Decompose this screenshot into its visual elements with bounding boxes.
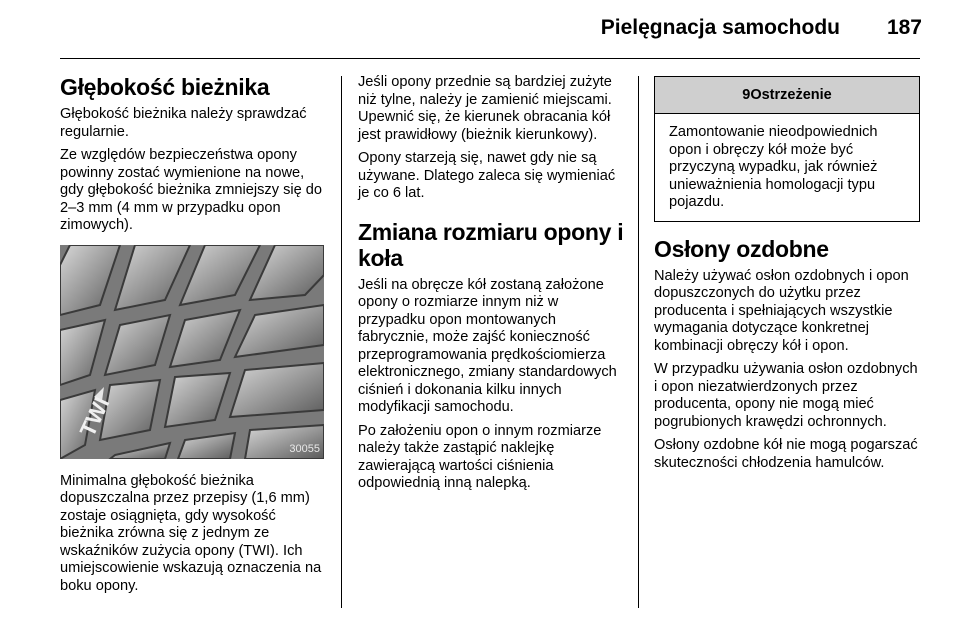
column-divider-left [341,76,342,608]
paragraph: Po założeniu opon o innym rozmiarze należy także zastąpić naklejkę zawierającą wartości ciśnienia odpowiednią inną nalepką. [358,422,602,491]
warning-text: Zamontowanie nieodpowiednich opon i obręczy kół może być przyczyną wypadku, jak również unieważnienia homologacji typu pojazdu. [669,124,878,210]
paragraph: W przypadku używania osłon ozdobnych i opon niezatwierdzonych przez producenta, opony nie mogą mieć pogrubionych krawędzi ochronnych. [654,361,918,430]
warning-body [655,114,919,221]
paragraph: Ze względów bezpieczeństwa opony powinny zostać wymienione na nowe, gdy głębokość bieżnika zmniejszy się do 2–3 mm (4 mm w przypadku opon zimowych). [60,147,323,233]
page-number: 187 [886,16,922,39]
column-right [654,74,920,478]
header-rule [60,58,920,59]
paragraph: Osłony ozdobne kół nie mogą pogarszać skuteczności chłodzenia hamulców. [654,437,918,471]
figure-caption: Minimalna głębokość bieżnika dopuszczalna przez przepisy (1,6 mm) zostaje osiągnięta, gdy wysokość bieżnika zrówna się z jednym ze wskaźników zużycia opony (TWI). Ich umiejscowienie wskazują oznaczenia na boku opony. [60,472,322,594]
column-divider-right [638,76,639,608]
paragraph: Głębokość bieżnika należy sprawdzać regularnie. [60,106,307,140]
tyre-size-change-heading: Zmiana rozmiaru opony i koła [358,218,624,271]
figure-number: 30055 [289,442,320,455]
paragraph: Jeśli opony przednie są bardziej zużyte niż tylne, należy je zamienić miejscami. Upewnić się, że kierunek obracania kół jest prawidłowy (bieżnik kierunkowy). [358,74,612,143]
warning-title: Ostrzeżenie [750,87,832,103]
paragraph: Opony starzeją się, nawet gdy nie są używane. Dlatego zaleca się wymieniać je co 6 lat. [358,150,616,201]
hubcaps-heading: Osłony ozdobne [654,235,829,262]
tread-depth-heading: Głębokość bieżnika [60,74,270,100]
column-left [60,74,324,601]
twi-label: TWI [74,392,115,440]
paragraph: Jeśli na obręcze kół zostaną założone opony o rozmiarze innym niż w przypadku opon montowanych fabrycznie, może zajść konieczność przeprogramowania prędkościomierza elektronicznego, zmiany standardowych ciśnień i dokonania kilku innych modyfikacji samochodu. [358,276,617,415]
tyre-tread-illustration [60,245,324,459]
warning-icon: 9 [742,87,751,103]
paragraph: Należy używać osłon ozdobnych i opon dopuszczonych do użytku przez producenta i spełniających wszystkie wymagania dotyczące konkretnej kombinacji obręczy kół i opon. [654,267,909,354]
column-middle [358,74,624,499]
page-header-title: Pielęgnacja samochodu [600,16,840,39]
tyre-tread-image [60,245,324,459]
warning-box [654,76,920,222]
warning-header [655,77,919,114]
